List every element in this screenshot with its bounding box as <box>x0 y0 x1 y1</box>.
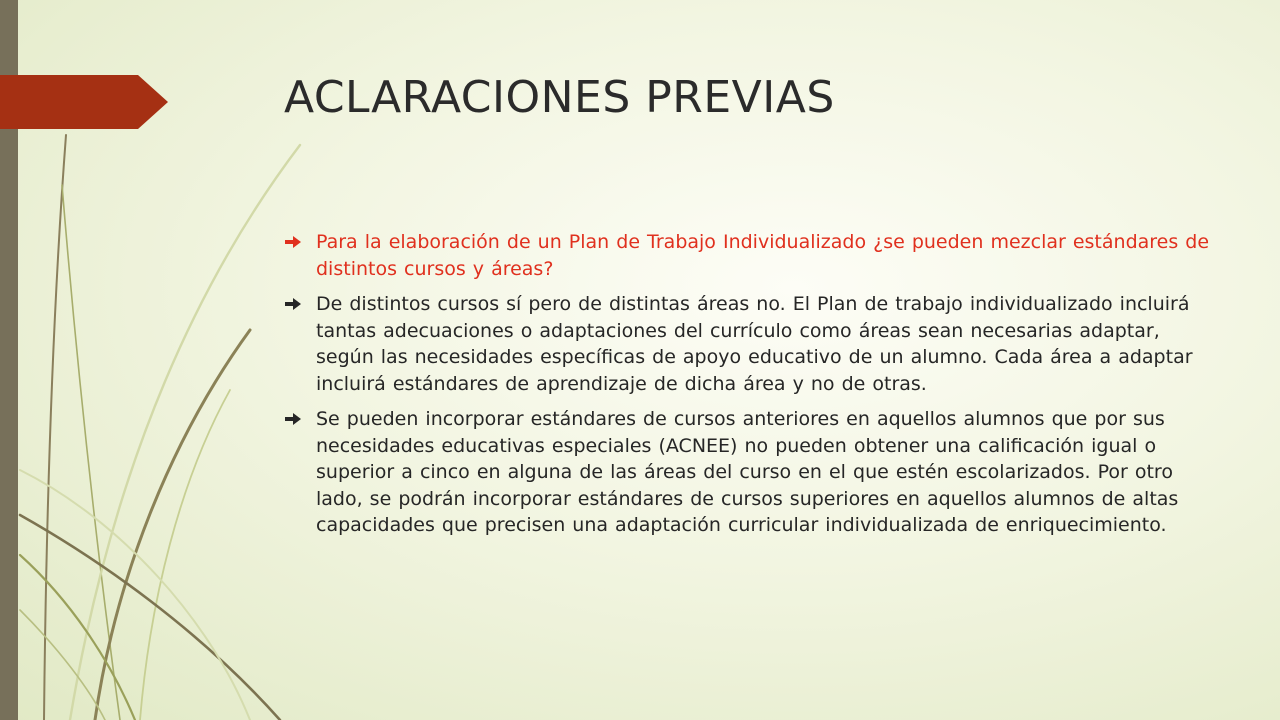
slide-title: ACLARACIONES PREVIAS <box>284 72 835 123</box>
bullet-item-detail <box>284 406 1224 539</box>
bullet-item-question <box>284 229 1224 282</box>
arrow-bullet-icon <box>284 412 302 426</box>
arrow-bullet-icon <box>284 297 302 311</box>
bullet-text: Para la elaboración de un Plan de Trabajo Individualizado ¿se pueden mezclar estándares de distintos cursos y áreas? <box>316 231 1210 280</box>
arrow-bullet-icon <box>284 235 302 249</box>
bullet-item-answer <box>284 291 1224 397</box>
bullet-text: Se pueden incorporar estándares de cursos anteriores en aquellos alumnos que por sus necesidades educativas especiales (ACNEE) no pueden obtener una calificación igual o superior a cinco en alguna de las áreas del curso en el que estén escolarizados. Por otro lado, se podrán incorporar estándares de cursos superiores en aquellos alumnos de altas capacidades que precisen una adaptación curricular individualizada de enriquecimiento. <box>316 408 1179 536</box>
bullet-text: De distintos cursos sí pero de distintas áreas no. El Plan de trabajo individualizado incluirá tantas adecuaciones o adaptaciones del currículo como áreas sean necesarias adaptar, según las necesidades específicas de apoyo educativo de un alumno. Cada área a adaptar incluirá estándares de aprendizaje de dicha área y no de otras. <box>316 293 1193 395</box>
title-accent-arrow <box>0 75 168 129</box>
bullet-list <box>284 229 1224 548</box>
